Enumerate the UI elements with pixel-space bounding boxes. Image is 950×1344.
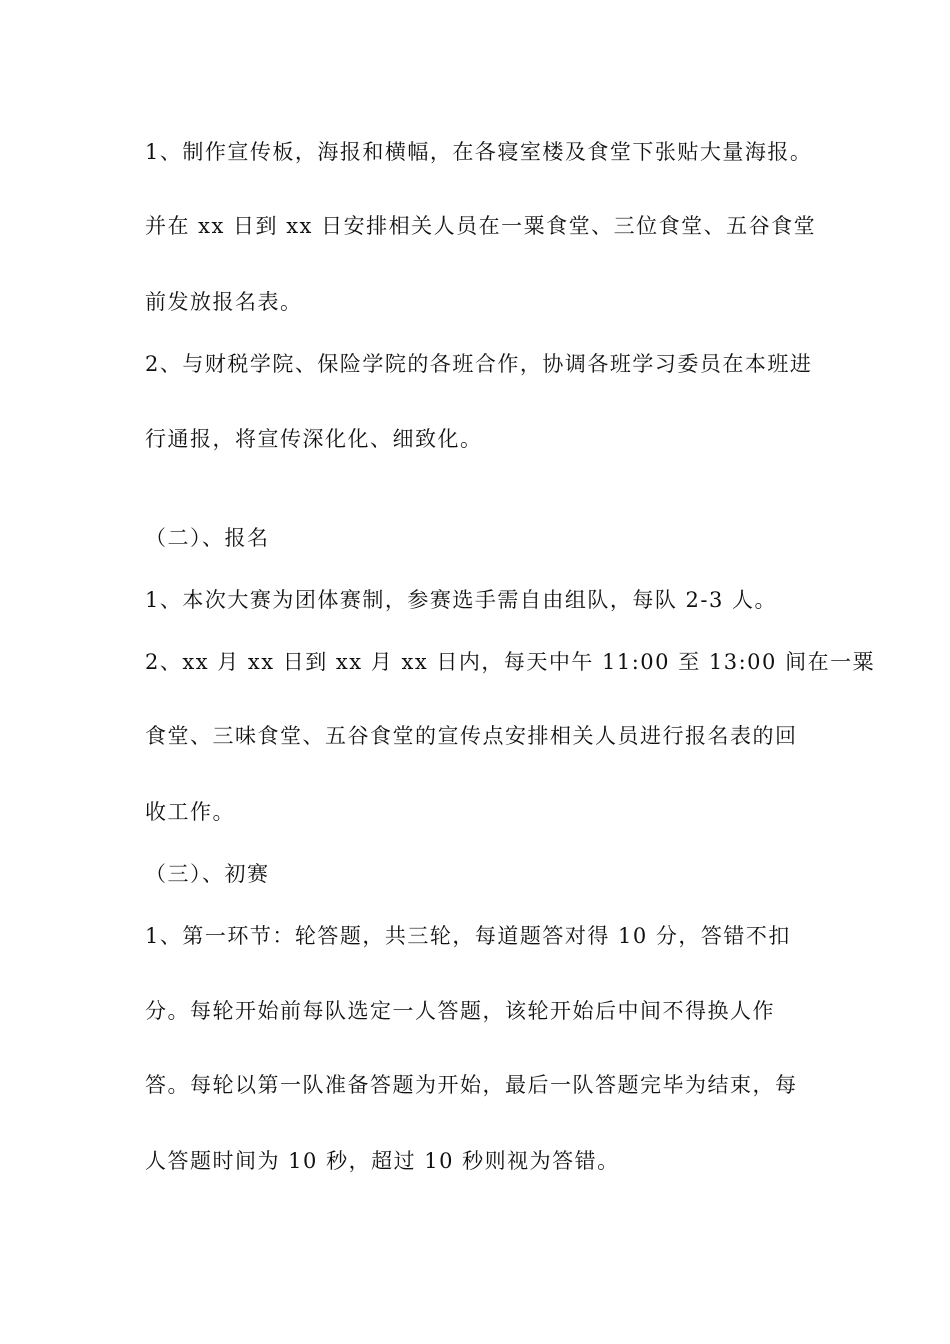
paragraph-line: 食堂、三味食堂、五谷食堂的宣传点安排相关人员进行报名表的回 xyxy=(145,724,798,748)
paragraph-line: 答。每轮以第一队准备答题为开始，最后一队答题完毕为结束，每 xyxy=(145,1073,798,1097)
paragraph-line: 行通报，将宣传深化化、细致化。 xyxy=(145,427,483,451)
paragraph-line: 1、本次大赛为团体赛制，参赛选手需自由组队，每队 2-3 人。 xyxy=(145,588,778,612)
section-heading: （三）、初赛 xyxy=(145,862,270,886)
paragraph-line: 并在 xx 日到 xx 日安排相关人员在一粟食堂、三位食堂、五谷食堂 xyxy=(145,214,817,238)
paragraph-line: 收工作。 xyxy=(145,800,235,824)
paragraph-line: 前发放报名表。 xyxy=(145,290,303,314)
paragraph-line: 1、第一环节：轮答题，共三轮，每道题答对得 10 分，答错不扣 xyxy=(145,924,791,948)
section-heading: （二）、报名 xyxy=(145,526,270,550)
paragraph-line: 分。每轮开始前每队选定一人答题，该轮开始后中间不得换人作 xyxy=(145,999,775,1023)
paragraph-line: 人答题时间为 10 秒，超过 10 秒则视为答错。 xyxy=(145,1149,620,1173)
paragraph-line: 1、制作宣传板，海报和横幅，在各寝室楼及食堂下张贴大量海报。 xyxy=(145,140,813,164)
paragraph-line: 2、xx 月 xx 日到 xx 月 xx 日内，每天中午 11:00 至 13:00 间在一粟 xyxy=(145,650,876,674)
paragraph-line: 2、与财税学院、保险学院的各班合作，协调各班学习委员在本班进 xyxy=(145,352,813,376)
